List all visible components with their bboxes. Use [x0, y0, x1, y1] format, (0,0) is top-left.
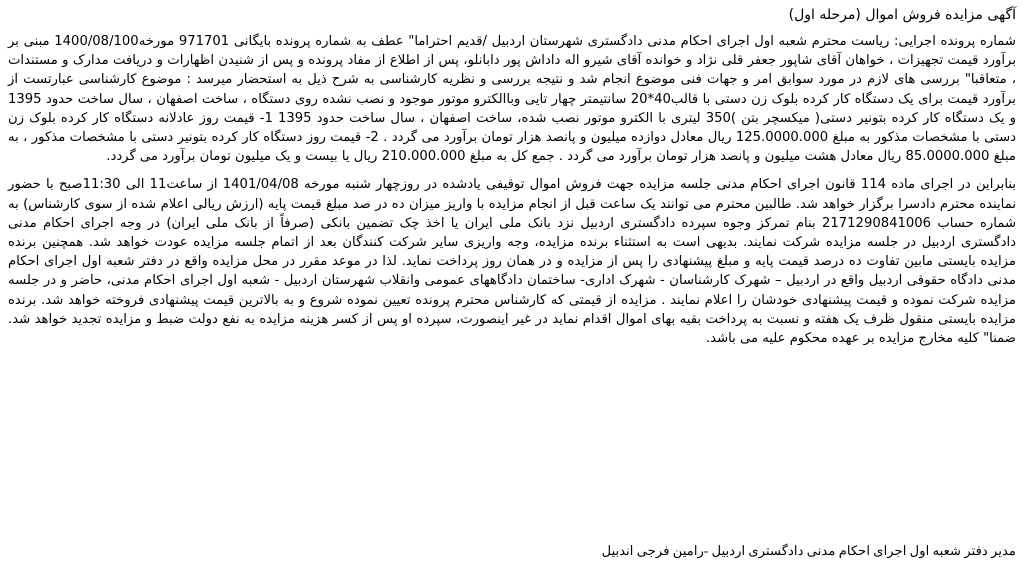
auction-conditions-paragraph: بنابراین در اجرای ماده 114 قانون اجرای احکام مدنی جلسه مزایده جهت فروش اموال توقیفی یادشده در روزچهار شنبه مورخه 1401/04/08 از ساعت11 الی 11:30صبح با حضور نماینده محترم دادسرا برگزار خواهد شد. طالبین محترم می توانند یک ساعت قبل از انجام مزایده با واریز میزان ده در صد مبلغ قیمت پایه (ارزش ریالی اعلام شده از سوی کارشناس) به شماره حساب 2171290841006 بنام تمرکز وجوه سپرده دادگستری اردبیل نزد بانک ملی ایران یا اخذ چک تضمین بانکی (صرفاً از بانک ملی ایران) در وجه اجرای احکام مدنی دادگستری اردبیل در جلسه مزایده شرکت نمایند. بدیهی است به استثناء برنده مزایده، وجه واریزی سایر شرکت کنندگان بعد از اتمام جلسه مزایده عودت خواهد شد. همچنین برنده مزایده بایستی مابین تفاوت ده درصد قیمت پایه و مبلغ پیشنهادی را پس از مزایده و در همان روز پرداخت نماید. لذا در موعد مقرر در محل مزایده واقع در دفتر شعبه اول اجرای احکام مدنی دادگاه حقوقی اردبیل واقع در اردبیل – شهرک کارشناسان - شهرک اداری- ساختمان دادگاههای عمومی وانقلاب شهرستان اردبیل - شعبه اول اجرای احکام مدنی، حاضر و در جلسه مزایده شرکت نموده و قیمت پیشنهادی خودشان را اعلام نمایند . مزایده از قیمتی که کارشناس محترم پرونده تعیین نموده شروع و به بالاترین قیمت پیشنهادی فروخته خواهد شد. برنده مزایده بایستی منقول ظرف یک هفته و نسبت به پرداخت بقیه بهای اموال اقدام نماید در غیر اینصورت، سپرده او پس از کسر هزینه مزایده به نفع دولت ضبط و مزایده تجدید خواهد شد. ضمنا" کلیه مخارج مزایده بر عهده محکوم علیه می باشد.: [8, 177, 1016, 347]
office-manager-signature: مدیر دفتر شعبه اول اجرای احکام مدنی دادگستری اردبیل -رامین فرجی اندبیل: [601, 543, 1016, 558]
notice-title: آگهی مزایده فروش اموال (مرحله اول): [788, 7, 1016, 23]
expert-report-paragraph: شماره پرونده اجرایی: ریاست محترم شعبه اول اجرای احکام مدنی دادگستری شهرستان اردبیل /قدیم احتراما" عطف به شماره پرونده بایگانی 971701 مورخه1400/08/100 مبنی بر برآورد قیمت تجهیزات ، خواهان آقای شاپور جعفر قلی نژاد و خوانده آقای شیرو اله داداش پور دابانلو، پس از اطلاع از مفاد پرونده و پس از شنیدن اظهارات و دریافت مدارک و مستندات ، متعاقبا" بررسی های لازم در مورد سوابق امر و جهات فنی موضوع انجام شد و نتیجه بررسی و نظریه کارشناسی به شرح ذیل به استحضار میرسد : موضوع کارشناسی عبارتست از برآورد قیمت برای یک دستگاه کار کرده بلوک زن دستی با قالب40*20 سانتیمتر چهار تایی وباالکترو موتور موجود و نصب نشده روی دستگاه ، ساخت اصفهان ، سال ساخت حدود 1395 و یک دستگاه کار کرده بتونیر دستی( میکسچر بتن )350 لیتری با الکترو موتور نصب شده، ساخت اصفهان ، سال ساخت حدود 1395 1- قیمت روز عادلانه دستگاه کار کرده بلوک زن دستی با مشخصات مذکور به مبلغ 125.0000.000 ریال معادل دوازده میلیون و پانصد هزار تومان برآورد می گردد . 2- قیمت روز دستگاه کار کرده بتونیر دستی با مشخصات مذکور ، به مبلغ 85.0000.000 ریال معادل هشت میلیون و پانصد هزار تومان برآورد می گردد . جمع کل به مبلغ 210.000.000 ریال یا بیست و یک میلیون تومان برآورد می گردد.: [8, 34, 1016, 165]
